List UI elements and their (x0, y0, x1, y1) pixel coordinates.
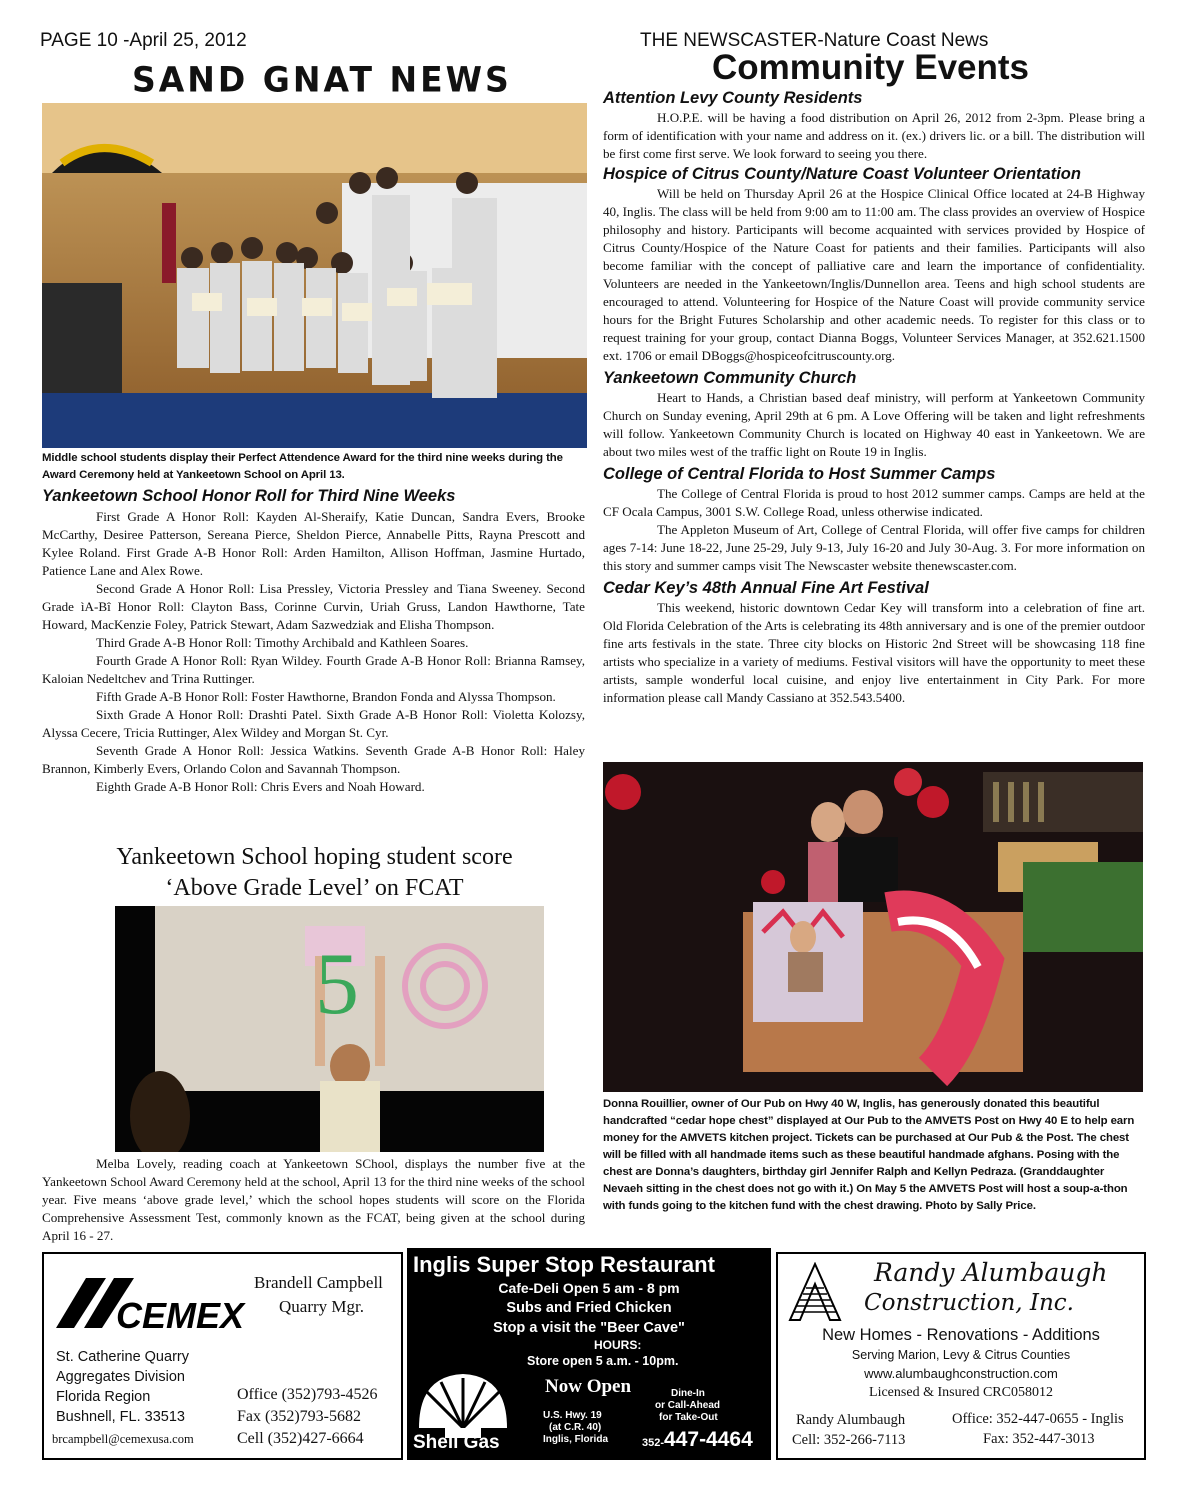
section-title: Community Events (712, 48, 1029, 87)
article-paragraph: The Appleton Museum of Art, College of Central Florida, will offer five camps for children ages 7-14: June 18-22, June 25-29, July 9-13, July 16-20 and July 30-Aug. 3. For more information on this story and summer camps visit The Newscaster website thenewscaster.com. (603, 522, 1145, 573)
honor-roll-paragraph: First Grade A Honor Roll: Kayden Al-Sheraify, Katie Duncan, Sandra Evers, Brooke McCarthy, Desiree Patterson, Sereana Pierce, Sheldon Pierce, Annabelle Pitts, Rayna Prescott and Kylee Roland. First Grade A-B Honor Roll: Arden Hamilton, Allison Hoffman, Jasmine Hurtado, Patience Lane and Alex Rowe. (42, 509, 585, 578)
inglis-ad-line: Cafe-Deli Open 5 am - 8 pm (498, 1280, 680, 1296)
cemex-address-line: St. Catherine Quarry (56, 1349, 189, 1365)
fcat-headline (42, 842, 587, 904)
article-body (603, 109, 1145, 163)
inglis-location-line: (at C.R. 40) (549, 1422, 602, 1433)
article-body (603, 185, 1145, 365)
inglis-dine-line: for Take-Out (659, 1412, 718, 1423)
honor-roll-paragraph: Sixth Grade A Honor Roll: Drashti Patel. Sixth Grade A-B Honor Roll: Violetta Kolozsy, Alyssa Cecere, Tricia Ruttinger, Alex Wildey and Morgan St. Cyr. (42, 707, 585, 740)
cemex-address-line: Florida Region (56, 1389, 151, 1405)
article-paragraph: H.O.P.E. will be having a food distribution on April 26, 2012 from 2-3pm. Please bring a form of identification with your name and address on it. (ex.) drivers lic. or a bill. The distribution will be first come first serve. We look forward to seeing you there. (603, 110, 1145, 161)
inglis-ad-title: Inglis Super Stop Restaurant (413, 1252, 715, 1277)
inglis-now-open: Now Open (545, 1376, 632, 1397)
fcat-headline-line1: Yankeetown School hoping student score (116, 844, 513, 870)
article-paragraph: Heart to Hands, a Christian based deaf ministry, will perform at Yankeetown Community Church on Sunday evening, April 29th at 6 pm. A Love Offering will be taken and light refreshments will follow. Yankeetown Community Church is located on Highway 40 east in Yankeetown. We are about two miles west of the traffic light on Route 19 in Inglis. (603, 390, 1145, 459)
alumbaugh-fax: Fax: 352-447-3013 (983, 1431, 1095, 1447)
article-heading: Yankeetown Community Church (603, 369, 857, 387)
fcat-headline-line2: ‘Above Grade Level’ on FCAT (165, 875, 464, 901)
cemex-logo-text: CEMEX (116, 1295, 245, 1336)
cemex-contact-name: Brandell Campbell (254, 1273, 383, 1292)
cemex-logo (56, 1268, 246, 1343)
fcat-body (42, 1155, 585, 1245)
article-paragraph: Will be held on Thursday April 26 at the Hospice Clinical Office located at 24-B Highway 40, Inglis. The class will be held from 9:00 am to 11:00 am. The class provides an overview of Hospice philosophy and history. Participants will become acquainted with services provided by Hospice of Citrus County/Hospice of the Nature Coast for patients and their families. Participants will also become familiar with the concept of palliative care and learn the importance of confidentiality. Volunteers are needed in the Yankeetown/Inglis/Dunnellon area. Teens and high school students are encouraged to attend. Volunteering for Hospice of the Nature Coast will provide community service hours for the Bright Futures Scholarship and other academic needs. To register for this class or to request training for your group, contact Dianna Boggs, Volunteer Services Manager, at 352.621.1500 ext. 1706 or email DBoggs@hospiceofcitruscounty.org. (603, 186, 1145, 363)
honor-roll-paragraph: Second Grade A Honor Roll: Lisa Pressley, Victoria Pressley and Tiana Sweeney. Second Grade ìA-Bî Honor Roll: Clayton Bass, Corinne Curvin, Uriah Gruss, Landon Hawthorne, Tate Howard, MacKenzie Foley, Patrick Stewart, Adam Sazwedziak and Elisha Thompson. (42, 581, 585, 632)
cemex-email: brcampbell@cemexusa.com (52, 1432, 194, 1446)
inglis-super-stop-ad (407, 1248, 771, 1460)
inglis-dine-line: or Call-Ahead (655, 1400, 721, 1411)
article-body (603, 599, 1145, 707)
alumbaugh-area: Serving Marion, Levy & Citrus Counties (851, 1348, 1071, 1362)
article-body (603, 485, 1145, 575)
inglis-phone-prefix: 352- (642, 1437, 665, 1449)
article-paragraph: This weekend, historic downtown Cedar Key will transform into a celebration of fine art. Old Florida Celebration of the Arts is celebrating its 48th anniversary and is one of the premier outdoor fine arts festivals in the state. Three city blocks on Historic 2nd Street will be showcasing 118 fine artists who specialize in a variety of mediums. Festival visitors will have the opportunity to meet these artists, sample wonderful local cuisine, and enjoy live entertainment in City Park. For more information please call Mandy Cassiano at 352.543.5400. (603, 600, 1145, 705)
alumbaugh-services: New Homes - Renovations - Additions (822, 1326, 1100, 1344)
alumbaugh-license: Licensed & Insured CRC058012 (869, 1385, 1053, 1400)
cemex-contact-title: Quarry Mgr. (279, 1297, 364, 1316)
article-body (603, 389, 1145, 461)
inglis-hours: Store open 5 a.m. - 10pm. (527, 1354, 679, 1368)
cemex-fax: Fax (352)793-5682 (237, 1408, 361, 1425)
inglis-location-line: U.S. Hwy. 19 (543, 1410, 602, 1421)
alumbaugh-office: Office: 352-447-0655 - Inglis (952, 1411, 1124, 1427)
alumbaugh-name-line2: Construction, Inc. (864, 1290, 1074, 1316)
page-label: PAGE 10 -April 25, 2012 (40, 30, 247, 51)
inglis-phone-number: 447-4464 (664, 1428, 753, 1451)
honor-roll-heading: Yankeetown School Honor Roll for Third Nine Weeks (42, 487, 456, 505)
cemex-cell: Cell (352)427-6664 (237, 1430, 364, 1447)
honor-roll-paragraph: Fifth Grade A-B Honor Roll: Foster Hawthorne, Brandon Fonda and Alyssa Thompson. (96, 689, 556, 704)
honor-roll-paragraph: Eighth Grade A-B Honor Roll: Chris Evers and Noah Howard. (96, 779, 425, 794)
inglis-location-line: Inglis, Florida (543, 1434, 609, 1445)
award-photo-caption: Middle school students display their Perfect Attendence Award for the third nine weeks during the Award Ceremony held at Yankeetown School on April 13. (42, 452, 563, 481)
cemex-address-line: Aggregates Division (56, 1369, 185, 1385)
award-ceremony-photo (42, 103, 587, 448)
honor-roll-body (42, 508, 585, 796)
honor-roll-paragraph: Third Grade A-B Honor Roll: Timothy Archibald and Kathleen Soares. (96, 635, 469, 650)
alumbaugh-ad (776, 1252, 1146, 1460)
fcat-paragraph: Melba Lovely, reading coach at Yankeetown SChool, displays the number five at the Yankeetown School Award Ceremony held at the school, April 13 for the third nine weeks of the school year. Five means ‘above grade level,’ which the school hopes students will score on the Florida Comprehensive Assessment Test, commonly known as the FCAT, being given at the school during April 16 - 27. (42, 1156, 585, 1243)
alumbaugh-logo-icon (786, 1262, 844, 1327)
article-heading: College of Central Florida to Host Summer Camps (603, 465, 996, 483)
hope-chest-caption: Donna Rouillier, owner of Our Pub on Hwy 40 W, Inglis, has generously donated this beautiful handcrafted “cedar hope chest” displayed at Our Pub to the AMVETS Post on Hwy 40 E to help earn money for the AMVETS kitchen project. Tickets can be purchased at Our Pub & the Post. The chest will be filled with all handmade items such as these beautiful handmade afghans. Posing with the chest are Donna’s daughters, birthday girl Jennifer Ralph and Kellyn Pedraza. (Granddaughter Nevaeh sitting in the chest does not go with it.) On May 5 the AMVETS Post will host a soup-a-thon with funds going to the kitchen fund with the chest drawing. Photo by Sally Price. (603, 1098, 1135, 1212)
honor-roll-paragraph: Fourth Grade A Honor Roll: Ryan Wildey. Fourth Grade A-B Honor Roll: Brianna Ramsey, Kaloian Nedeltchev and Trina Ruttinger. (42, 653, 585, 686)
honor-roll-paragraph: Seventh Grade A Honor Roll: Jessica Watkins. Seventh Grade A-B Honor Roll: Haley Brannon, Kimberly Evers, Orlando Colon and Savannah Thompson. (42, 743, 585, 776)
cemex-office-phone: Office (352)793-4526 (237, 1386, 378, 1403)
shell-gas-label: Shell Gas (413, 1432, 500, 1453)
alumbaugh-name-line1: Randy Alumbaugh (874, 1258, 1108, 1287)
fcat-photo (115, 906, 544, 1152)
inglis-hours-label: HOURS: (594, 1338, 642, 1352)
article-heading: Cedar Key’s 48th Annual Fine Art Festival (603, 579, 929, 597)
article-heading: Hospice of Citrus County/Nature Coast Volunteer Orientation (603, 165, 1081, 183)
alumbaugh-cell: Cell: 352-266-7113 (792, 1432, 906, 1448)
cemex-address-line: Bushnell, FL. 33513 (56, 1409, 185, 1425)
inglis-ad-line: Subs and Fried Chicken (506, 1300, 672, 1316)
community-events (603, 89, 1145, 707)
masthead-title: SAND GNAT NEWS (132, 59, 512, 100)
alumbaugh-contact-name: Randy Alumbaugh (796, 1412, 906, 1428)
article-heading: Attention Levy County Residents (603, 89, 863, 107)
inglis-ad-line: Stop a visit the "Beer Cave" (493, 1320, 685, 1336)
inglis-phone (642, 1428, 753, 1452)
article-paragraph: The College of Central Florida is proud to host 2012 summer camps. Camps are held at the CF Ocala Campus, 3001 S.W. College Road, unless otherwise indicated. (603, 486, 1145, 519)
inglis-dine-line: Dine-In (671, 1388, 705, 1399)
paper-name: THE NEWSCASTER-Nature Coast News (640, 30, 989, 51)
alumbaugh-website: www.alumbaughconstruction.com (864, 1366, 1058, 1381)
fcat-number-five: 5 (315, 936, 359, 1033)
cemex-ad (42, 1252, 403, 1460)
hope-chest-photo (603, 762, 1143, 1092)
